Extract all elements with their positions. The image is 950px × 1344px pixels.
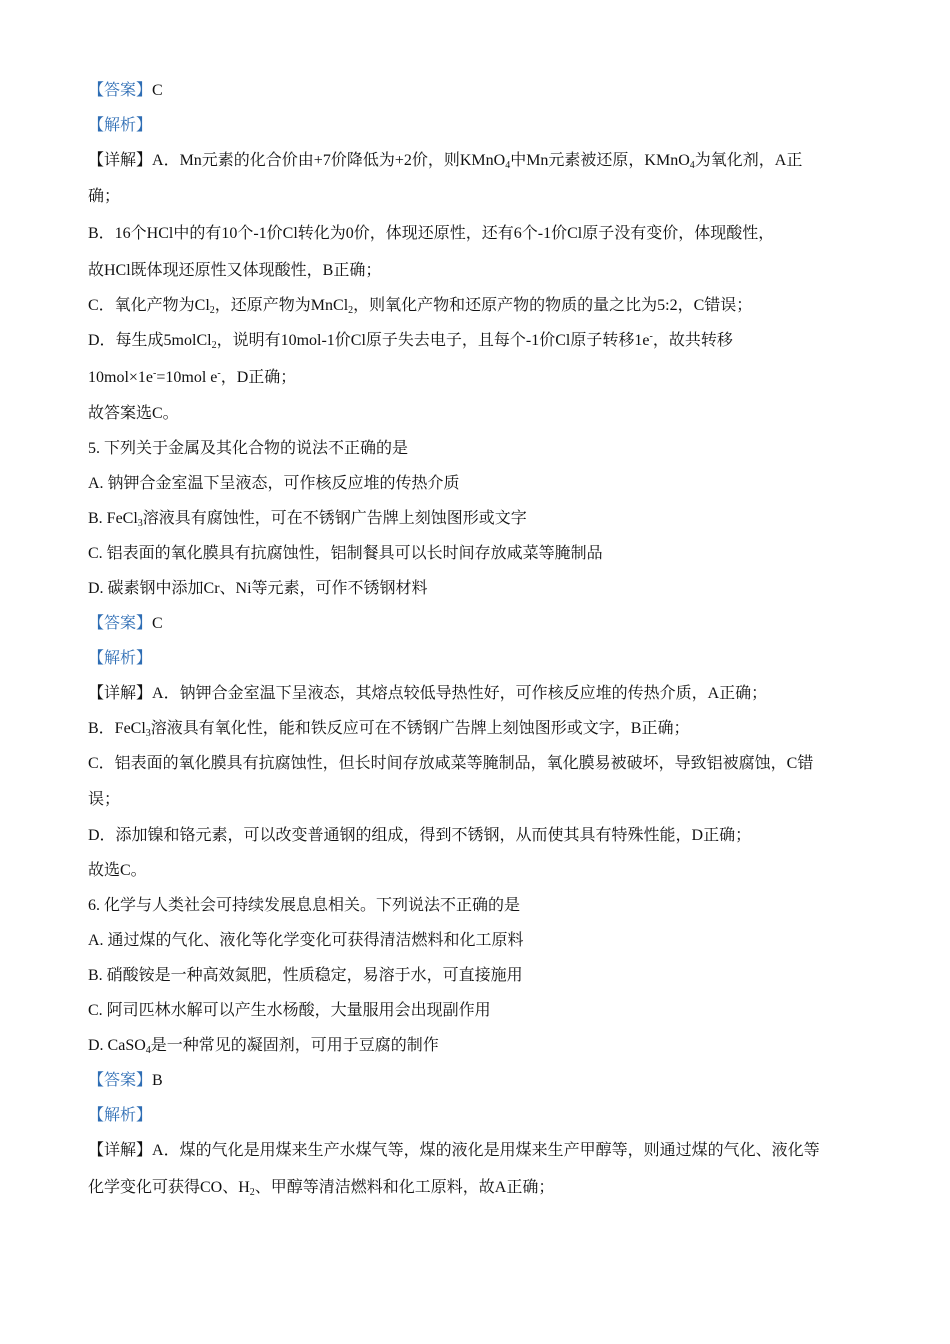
q4-analysis-line [88,116,870,136]
text: ，故共转移 [652,332,733,349]
answer-tag: 【答案】 [88,82,153,99]
text: ，D正确； [220,369,297,386]
q5-option-d [88,579,870,599]
text: 误； [88,791,121,808]
text: B．FeCl [88,720,146,737]
subscript: 2 [249,1187,255,1198]
subscript: 3 [145,728,151,739]
q4-conclusion [88,404,870,424]
text: C．铝表面的氧化膜具有抗腐蚀性，但长时间存放咸菜等腌制品，氧化膜易被破坏，导致铝被腐蚀，C错 [88,755,814,772]
q5-option-b [88,509,870,529]
superscript: - [649,331,653,342]
q4-detail-a [88,151,870,171]
q6-option-d [88,1036,870,1056]
detail-tag: 【详解】 [88,1142,153,1159]
answer-tag: 【答案】 [88,1072,153,1089]
subscript: 2 [348,305,354,316]
text: 10mol×1e [88,369,154,386]
subscript: 4 [505,160,511,171]
text: B. FeCl [88,510,138,527]
answer-tag: 【答案】 [88,615,153,632]
q5-detail-c-cont [88,790,870,810]
text: D．添加镍和铬元素，可以改变普通钢的组成，得到不锈钢，从而使其具有特殊性能，D正确； [88,827,752,844]
q6-detail-a [88,1141,870,1161]
q4-detail-b [88,224,870,244]
text: 故答案选C。 [88,405,179,422]
q6-detail-a-cont [88,1178,870,1198]
text: A. 钠钾合金室温下呈液态，可作核反应堆的传热介质 [88,475,460,492]
text: 中Mn元素被还原，KMnO [510,152,690,169]
text: 故HCl既体现还原性又体现酸性，B正确； [88,262,382,279]
q5-conclusion [88,861,870,881]
subscript: 3 [137,518,143,529]
answer-value: C [152,615,163,632]
subscript: 2 [209,305,215,316]
text: C. 铝表面的氧化膜具有抗腐蚀性，铝制餐具可以长时间存放咸菜等腌制品 [88,545,603,562]
q4-detail-d-cont [88,368,870,388]
text: ，则氧化产物和还原产物的物质的量之比为5:2，C错误； [353,297,753,314]
q5-detail-b [88,719,870,739]
q5-detail-c [88,754,870,774]
text: =10mol e [156,369,218,386]
text: 故选C。 [88,862,147,879]
detail-tag: 【详解】 [88,152,153,169]
q6-analysis-line [88,1106,870,1126]
text: D. CaSO [88,1037,146,1054]
q5-stem [88,439,870,459]
q4-detail-a-cont [88,187,870,207]
subscript: 4 [689,160,695,171]
detail-tag: 【详解】 [88,685,153,702]
text: ，说明有10mol-1价Cl原子失去电子，且每个-1价Cl原子转移1e [216,332,650,349]
text: 6. 化学与人类社会可持续发展息息相关。下列说法不正确的是 [88,897,521,914]
text: A．钠钾合金室温下呈液态，其熔点较低导热性好，可作核反应堆的传热介质，A正确； [152,685,768,702]
subscript: 2 [211,340,217,351]
text: C．氧化产物为Cl [88,297,210,314]
q5-detail-a [88,684,870,704]
text: 为氧化剂，A正 [694,152,803,169]
text: B. 硝酸铵是一种高效氮肥，性质稳定，易溶于水，可直接施用 [88,967,523,984]
text: D．每生成5molCl [88,332,212,349]
text: 溶液具有氧化性，能和铁反应可在不锈钢广告牌上刻蚀图形或文字，B正确； [150,720,690,737]
text: 确； [88,188,121,205]
q5-option-a [88,474,870,494]
text: A. 通过煤的气化、液化等化学变化可获得清洁燃料和化工原料 [88,932,524,949]
superscript: - [217,368,221,379]
text: ，还原产物为MnCl [214,297,349,314]
text: D. 碳素钢中添加Cr、Ni等元素，可作不锈钢材料 [88,580,428,597]
q4-detail-b-cont [88,261,870,281]
q4-detail-d [88,331,870,351]
text: A．煤的气化是用煤来生产水煤气等，煤的液化是用煤来生产甲醇等，则通过煤的气化、液化等 [152,1142,820,1159]
subscript: 4 [145,1045,151,1056]
answer-value: C [152,82,163,99]
q5-detail-d [88,826,870,846]
q5-analysis-line [88,649,870,669]
q6-answer-line [88,1071,870,1091]
analysis-tag: 【解析】 [88,1107,153,1124]
q4-detail-c [88,296,870,316]
analysis-tag: 【解析】 [88,650,153,667]
q6-option-a [88,931,870,951]
q6-stem [88,896,870,916]
q6-option-c [88,1001,870,1021]
q5-answer-line [88,614,870,634]
text: 是一种常见的凝固剂，可用于豆腐的制作 [150,1037,439,1054]
text: 溶液具有腐蚀性，可在不锈钢广告牌上刻蚀图形或文字 [142,510,527,527]
text: C. 阿司匹林水解可以产生水杨酸，大量服用会出现副作用 [88,1002,491,1019]
analysis-tag: 【解析】 [88,117,153,134]
superscript: - [153,368,157,379]
text: 、甲醇等清洁燃料和化工原料，故A正确； [254,1179,555,1196]
q5-option-c [88,544,870,564]
q4-answer-line [88,81,870,101]
q6-option-b [88,966,870,986]
text: B．16个HCl中的有10个-1价Cl转化为0价，体现还原性，还有6个-1价Cl原子没有变价，体现酸性， [88,225,775,242]
text: A．Mn元素的化合价由+7价降低为+2价，则KMnO [152,152,506,169]
text: 化学变化可获得CO、H [88,1179,250,1196]
text: 5. 下列关于金属及其化合物的说法不正确的是 [88,440,409,457]
answer-value: B [152,1072,163,1089]
